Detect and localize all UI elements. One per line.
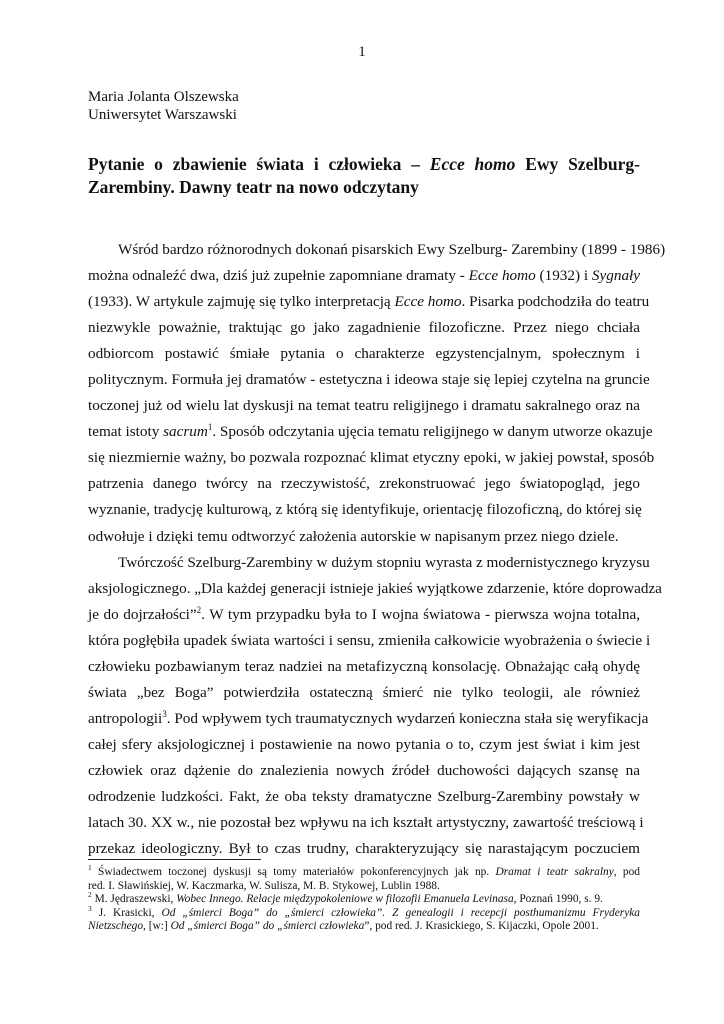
footnote-ref-3: 3 [162,708,167,719]
page-number: 1 [358,44,366,60]
body-line: toczonej już od wielu lat dyskusji na temat teatru religijnego i dramatu sakralnego oraz na [88,397,640,415]
body-line: wyznanie, tradycję kulturową, z którą się identyfikuje, orientację filozoficzną, do której się [88,501,642,519]
body-line: odwołuje i dzięki temu odtworzyć założenia autorskie w napisanym przez niego dziele. [88,527,619,545]
footnote-1-cont: red. I. Sławińskiej, W. Kaczmarka, W. Sulisza, M. B. Stykowej, Lublin 1988. [88,879,440,892]
title-line-2: Zarembiny. Dawny teatr na nowo odczytany [88,177,419,197]
body-line: temat istoty sacrum$^1$. Sposób odczytania ujęcia tematu religijnego w danym utworze okazuje [88,422,653,441]
body-line: całej sfery aksjologicznej i postawienie na nowo pytania o to, czym jest świat i kim jest [88,735,640,753]
body-line: człowiek oraz dążenie do znalezienia nowych źródeł duchowości dających szansę na [88,761,640,779]
body-line: aksjologicznego. „Dla każdej generacji istnieje jakieś wyjątkowe zdarzenie, które doprowadza [88,579,662,597]
author-name: Maria Jolanta Olszewska [88,89,239,105]
body-line: przekaz ideologiczny. Był to czas trudny, charakteryzujący się narastającym poczuciem [88,840,640,858]
body-line: je do dojrzałości”$^2$. W tym przypadku była to I wojna światowa - pierwsza wojna totalna, [88,604,640,623]
body-line: Twórczość Szelburg-Zarembiny w dużym stopniu wyrasta z modernistycznego kryzysu [118,553,650,571]
body-line: Wśród bardzo różnorodnych dokonań pisarskich Ewy Szelburg- Zarembiny (1899 - 1986) [118,241,666,258]
title-line-1: Pytanie o zbawienie świata i człowieka – Ecce homo Ewy Szelburg- [88,154,641,174]
body-line: niezwykle poważnie, traktując go jako zagadnienie filozoficzne. Przez niego chciała [88,319,640,337]
footnote-ref-2: 2 [196,604,202,615]
footnote-ref-1: 1 [207,422,213,433]
body-line: która pogłębiła upadek świata wartości i sensu, zmieniła całkowicie wyobrażenia o świecie i [88,631,651,649]
body-line: świata „bez Boga” potwierdziła ostateczną śmierć nie tylko teologii, ale również [88,683,640,701]
article-title [88,153,640,199]
author-block [88,88,239,124]
article-body [88,237,666,862]
body-line: się niezmiernie ważny, bo pozwala rozpoznać klimat etyczny epoki, w jakiej powstał, sposób [88,449,655,467]
body-line: (1933). W artykule zajmuję się tylko interpretacją Ecce homo. Pisarka podchodziła do teatru [88,293,650,311]
body-line: można odnaleźć dwa, dziś już zupełnie zapomniane dramaty - Ecce homo (1932) i Sygnały [88,267,640,285]
footnote-separator [88,859,261,860]
body-line: antropologii$^3$. Pod wpływem tych traumatycznych wydarzeń konieczna stała się weryfikacja [88,708,649,727]
footnote-3: $^3$ J. Krasicki, Od „śmierci Boga” do „śmierci człowieka”. Z genealogii i recepcji posthumanizmu Fryderyka [88,903,640,919]
body-line: odrodzenie ludzkości. Fakt, że oba teksty dramatyczne Szelburg-Zarembiny powstały w [88,787,640,805]
author-affiliation: Uniwersytet Warszawski [88,107,237,123]
footnotes [88,863,641,934]
footnote-3-cont: Nietzschego, [w:] Od „śmierci Boga” do „śmierci człowieka”, pod red. J. Krasickiego, S. Kijaczki, Opole 2001. [88,920,599,932]
body-line: latach 30. XX w., nie pozostał bez wpływu na ich kształt artystyczny, zawartość treściową i [88,814,644,832]
body-line: patrzenia danego twórcy na rzeczywistość, zrekonstruować jego światopogląd, jego [88,475,640,493]
body-line: politycznym. Formuła jej dramatów - estetyczna i ideowa staje się lepiej czytelna na gruncie [88,371,650,389]
footnote-2: $^2$ M. Jędraszewski, Wobec Innego. Relacje międzypokoleniowe w filozofii Emanuela Levinasa, Poznań 1990, s. 9. [88,890,603,905]
body-line: odbiorcom postawić śmiałe pytania o charakterze egzystencjalnym, społecznym i [88,345,640,363]
body-line: człowieku pozbawianym teraz nadziei na metafizyczną konsolację. Obnażając całą ohydę [88,657,640,675]
footnote-1: $^1$ Świadectwem toczonej dyskusji są tomy materiałów pokonferencyjnych jak np. Dramat i teatr sakralny, pod [88,863,641,878]
